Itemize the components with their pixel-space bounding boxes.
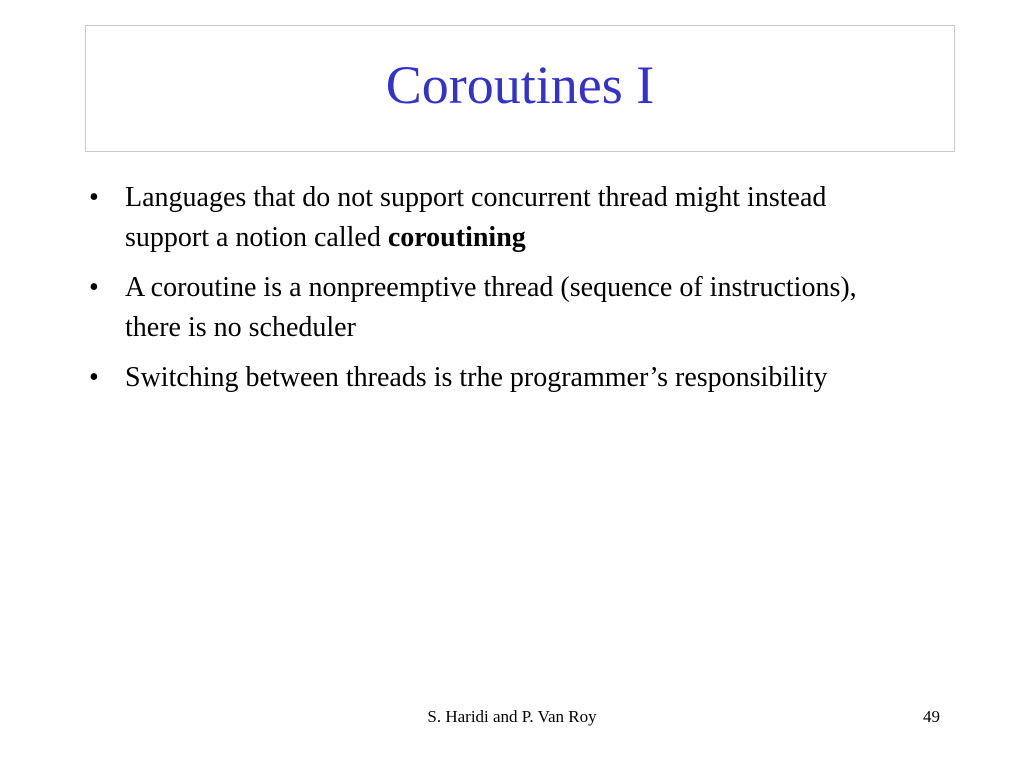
bullet-item xyxy=(85,268,915,348)
bullet-dot-icon: • xyxy=(89,272,99,303)
bullet-list xyxy=(85,178,915,408)
bullet-item xyxy=(85,178,915,258)
footer-author: S. Haridi and P. Van Roy xyxy=(427,707,597,726)
bullet-text: A coroutine is a nonpreemptive thread (sequence of instructions), there is no scheduler xyxy=(125,272,857,343)
title-box xyxy=(85,25,955,152)
bullet-text: Switching between threads is trhe programmer’s responsibility xyxy=(125,362,828,393)
bullet-item xyxy=(85,358,915,398)
bullet-dot-icon: • xyxy=(89,362,99,393)
bullet-dot-icon: • xyxy=(89,182,99,213)
bullet-bold-term: coroutining xyxy=(387,222,526,253)
bullet-text: Languages that do not support concurrent thread might instead support a notion called xyxy=(125,182,827,253)
slide-title: Coroutines I xyxy=(385,54,655,115)
footer-page-number: 49 xyxy=(923,707,940,726)
